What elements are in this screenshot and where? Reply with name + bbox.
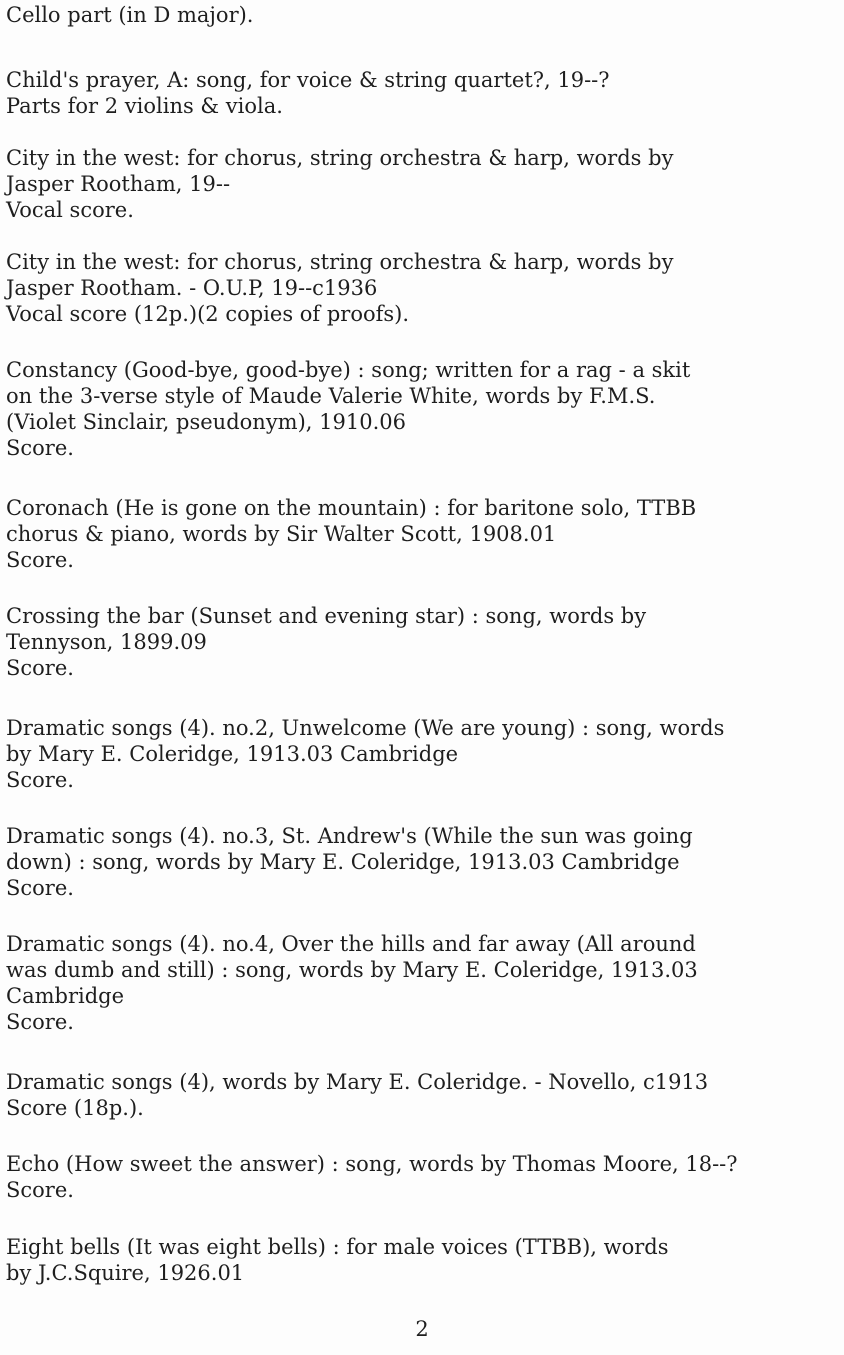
entry-cello-part — [6, 2, 836, 28]
entry-line: Dramatic songs (4), words by Mary E. Coleridge. - Novello, c1913 — [6, 1070, 709, 1094]
entry-crossing-the-bar — [6, 603, 836, 681]
entry-line: Score. — [6, 656, 74, 680]
entry-coronach — [6, 495, 836, 573]
entry-city-in-the-west-1 — [6, 145, 836, 223]
entry-line: Cello part (in D major). — [6, 3, 254, 27]
entry-line: Eight bells (It was eight bells) : for male voices (TTBB), words — [6, 1235, 669, 1259]
entry-line: Score. — [6, 876, 74, 900]
entry-line: Jasper Rootham, 19-- — [6, 172, 231, 196]
entry-line: on the 3-verse style of Maude Valerie White, words by F.M.S. — [6, 384, 656, 408]
entry-line: Tennyson, 1899.09 — [6, 630, 207, 654]
entry-line: Score. — [6, 1010, 74, 1034]
entry-line: Jasper Rootham. - O.U.P, 19--c1936 — [6, 276, 378, 300]
entry-line: City in the west: for chorus, string orchestra & harp, words by — [6, 146, 674, 170]
entry-line: Score. — [6, 1178, 74, 1202]
entry-line: by Mary E. Coleridge, 1913.03 Cambridge — [6, 742, 459, 766]
entry-line: Score. — [6, 548, 74, 572]
entry-line: Vocal score. — [6, 198, 134, 222]
entry-childs-prayer — [6, 67, 836, 119]
entry-line: Dramatic songs (4). no.3, St. Andrew's (While the sun was going — [6, 824, 693, 848]
entry-line: Dramatic songs (4). no.4, Over the hills and far away (All around — [6, 932, 696, 956]
entry-eight-bells — [6, 1234, 836, 1286]
entry-line: Cambridge — [6, 984, 125, 1008]
page-number: 2 — [415, 1317, 429, 1341]
entry-line: Score. — [6, 768, 74, 792]
entry-line: Score (18p.). — [6, 1096, 144, 1120]
entry-line: was dumb and still) : song, words by Mary E. Coleridge, 1913.03 — [6, 958, 698, 982]
entry-dramatic-songs-no2 — [6, 715, 836, 793]
entry-line: by J.C.Squire, 1926.01 — [6, 1261, 245, 1285]
entry-dramatic-songs-no4 — [6, 931, 836, 1035]
entry-line: Coronach (He is gone on the mountain) : for baritone solo, TTBB — [6, 496, 697, 520]
entry-city-in-the-west-2 — [6, 249, 836, 327]
entry-line: Crossing the bar (Sunset and evening star) : song, words by — [6, 604, 647, 628]
entry-constancy — [6, 357, 836, 461]
entry-line: Dramatic songs (4). no.2, Unwelcome (We are young) : song, words — [6, 716, 725, 740]
entry-line: Vocal score (12p.)(2 copies of proofs). — [6, 302, 410, 326]
entry-line: down) : song, words by Mary E. Coleridge, 1913.03 Cambridge — [6, 850, 680, 874]
entry-dramatic-songs-no3 — [6, 823, 836, 901]
entry-line: Score. — [6, 436, 74, 460]
entry-line: Constancy (Good-bye, good-bye) : song; written for a rag - a skit — [6, 358, 691, 382]
entry-echo — [6, 1151, 836, 1203]
entry-line: Parts for 2 violins & viola. — [6, 94, 283, 118]
entry-line: chorus & piano, words by Sir Walter Scott, 1908.01 — [6, 522, 557, 546]
entry-line: Child's prayer, A: song, for voice & string quartet?, 19--? — [6, 68, 610, 92]
entry-dramatic-songs-collection — [6, 1069, 836, 1121]
entry-line: (Violet Sinclair, pseudonym), 1910.06 — [6, 410, 406, 434]
entry-line: City in the west: for chorus, string orchestra & harp, words by — [6, 250, 674, 274]
entry-line: Echo (How sweet the answer) : song, words by Thomas Moore, 18--? — [6, 1152, 738, 1176]
